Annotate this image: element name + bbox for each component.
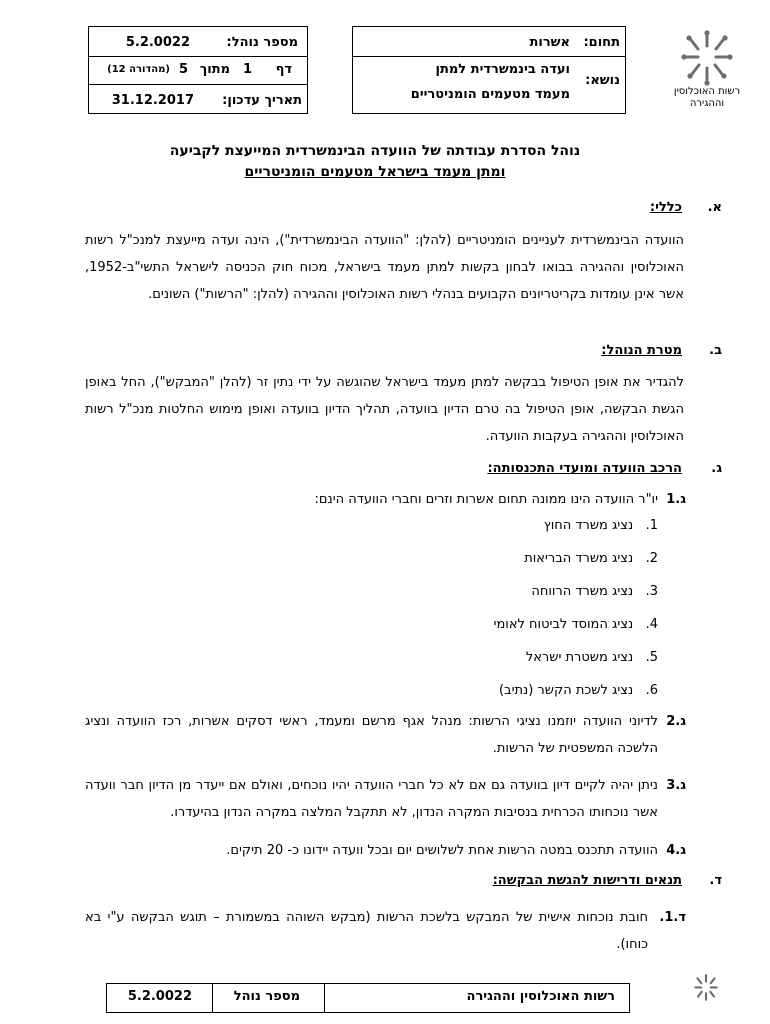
member-item: 6. נציג לשכת הקשר (נתיב) [498,683,658,698]
section-d-heading: תנאים ודרישות להגשת הבקשה: [492,873,682,888]
footer-procedure-label: מספר נוהל [233,989,300,1004]
section-c-letter: ג. [711,461,722,476]
logo-text-line2: וההגירה [689,98,725,109]
d1-text: חובת נוכחות אישית של המבקש בלשכת הרשות (מבקש השוהה במשמורת – תוגש הבקשה ע"י בא כוחו). [85,910,648,952]
c3-text: ניתן יהיה לקיים דיון בוועדה גם אם לא כל חברי הוועדה יהיו נוכחים, ואולם אם ייעדר מן הדיון חבר וועדה אשר נוכחותו הכרחית בנסיבות המקרה הנדון, לא תתקבל המלצה במקרה הנדון בהיעדרו. [85,778,658,820]
member-item: 4. נציג המוסד לביטוח לאומי [493,617,658,632]
section-d-letter: ד. [709,873,722,888]
page-total: 5 [178,62,188,77]
section-c-heading: הרכב הוועדה ומועדי התכנסותה: [487,461,682,476]
footer-logo-icon [682,968,730,1008]
c4-number: ג.4 [666,843,686,858]
logo-icon [662,30,752,86]
document-title-line1: נוהל הסדרת עבודתה של הוועדה הבינמשרדית המייעצת לקביעה [169,143,581,159]
domain-value: אשרות [529,35,570,50]
procedure-label: מספר נוהל: [226,35,298,50]
c1-number: ג.1 [666,492,686,507]
member-item: 1. נציג משרד החוץ [543,518,658,533]
section-b-letter: ב. [709,343,722,358]
logo [662,30,752,110]
section-a-heading: כללי: [649,200,682,215]
footer-procedure-value: 5.2.0022 [127,989,192,1004]
updated-value: 31.12.2017 [111,93,194,108]
page-label: דף [275,62,292,77]
subject-line2: מעמד מטעמים הומניטריים [410,87,570,102]
c1-text: יו"ר הוועדה הינו ממונה תחום אשרות וזרים וחברי הוועדה הינם: [314,492,658,507]
footer-org: רשות האוכלוסין וההגירה [466,989,615,1004]
d1-number: ד.1. [659,910,686,925]
section-a-text: הוועדה הבינמשרדית לעניינים הומניטריים (להלן: "הוועדה הבינמשרדית"), הינה ועדה מייעצת למנכ"ל רשות האוכלוסין וההגירה בבואו לבחון בקשות למתן מעמד בישראל, מכוח חוק הכניסה לישראל התשי"ב-1952, אשר אינן עומדות בקריטריונים הקבועים בנהלי רשות האוכלוסין וההגירה (להלן: "הרשות") השונים. [85,233,684,302]
section-b-heading: מטרת הנוהל: [601,343,682,358]
page-number: 1 [242,62,252,77]
c3-number: ג.3 [666,778,686,793]
edition: (מהדורה 12) [107,64,170,75]
member-item: 3. נציג משרד הרווחה [531,584,658,599]
document-title-line2: ומתן מעמד בישראל מטעמים הומניטריים [244,164,506,180]
domain-label: תחום: [583,35,620,50]
section-a-letter: א. [707,200,722,215]
subject-line1: ועדה בינמשרדית למתן [435,62,570,77]
member-item: 5. נציג משטרת ישראל [525,650,658,665]
procedure-value: 5.2.0022 [125,35,190,50]
c4-text: הוועדה תתכנס במטה הרשות אחת לשלושים יום ובכל וועדה יידונו כ- 20 תיקים. [226,843,658,858]
c2-number: ג.2 [666,714,686,729]
c2-text: לדיוני הוועדה יוזמנו נציגי הרשות: מנהל אגף מרשם ומעמד, ראשי דסקים אשרות, רכז הוועדה ונציג הלשכה המשפטית של הרשות. [85,714,658,756]
of-label: מתוך [199,62,230,77]
updated-label: תאריך עדכון: [222,93,302,108]
subject-label: נושא: [585,73,620,88]
member-item: 2. נציג משרד הבריאות [524,551,658,566]
section-b-text: להגדיר את אופן הטיפול בבקשה למתן מעמד בישראל שהוגשה על ידי נתין זר (להלן "המבקש"), החל באופן הגשת הבקשה, אופן הטיפול בה טרם הדיון בוועדה, תהליך הדיון בוועדה ואופן מימוש החלטות מנכ"ל רשות האוכלוסין וההגירה בעקבות הוועדה. [85,375,684,444]
logo-text-line1: רשות האוכלוסין [673,86,741,97]
